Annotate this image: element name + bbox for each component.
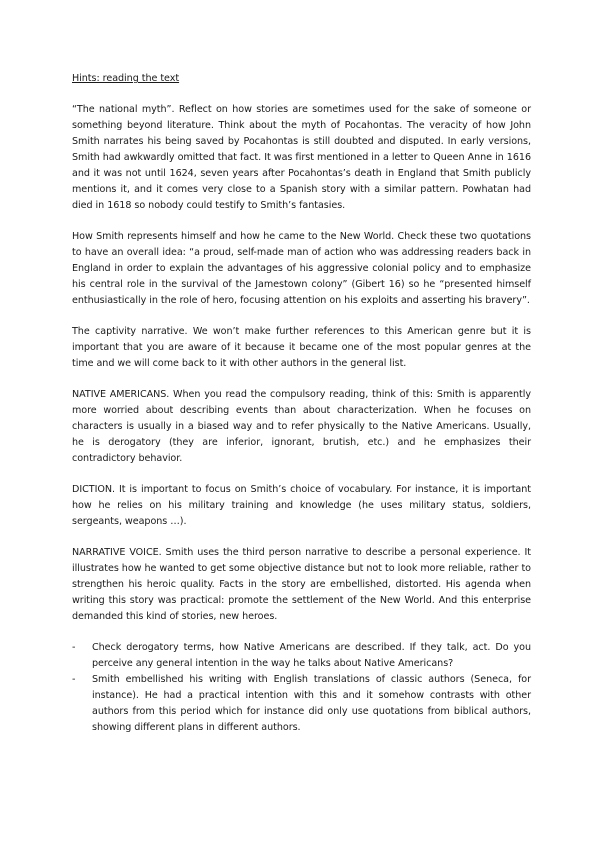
list-item-text: Smith embellished his writing with English translations of classic authors (Seneca, for instance). He had a practical intention with this and it somehow contrasts with other authors from this period which for instance did only use quotations from biblical authors, showing different plans in different authors.	[92, 674, 531, 733]
list-item	[72, 640, 531, 672]
list-item	[72, 672, 531, 736]
page-heading: Hints: reading the text	[72, 73, 180, 84]
paragraph-native-americans: NATIVE AMERICANS. When you read the compulsory reading, think of this: Smith is apparently more worried about describing events than about characterization. When he focuses on characters is usually in a biased way and to refer physically to the Native Americans. Usually, he is derogatory (they are inferior, ignorant, brutish, etc.) and he emphasizes their contradictory behavior.	[72, 389, 531, 464]
paragraph-narrative-voice: NARRATIVE VOICE. Smith uses the third person narrative to describe a personal experience. It illustrates how he wanted to get some objective distance but not to look more reliable, rather to strengthen his heroic quality. Facts in the story are embellished, distorted. His agenda when writing this story was practical: promote the settlement of the New World. And this enterprise demanded this kind of stories, new heroes.	[72, 547, 531, 622]
paragraph-diction: DICTION. It is important to focus on Smith’s choice of vocabulary. For instance, it is important how he relies on his military training and knowledge (he uses military status, soldiers, sergeants, weapons …).	[72, 484, 531, 527]
paragraph-self-representation: How Smith represents himself and how he came to the New World. Check these two quotations to have an overall idea: “a proud, self-made man of action who was addressing readers back in England in order to explain the advantages of his aggressive colonial policy and to emphasize his central role in the survival of the Jamestown colony” (Gibert 16) so he “presented himself enthusiastically in the role of hero, focusing attention on his exploits and asserting his bravery”.	[72, 231, 531, 306]
bullet-marker: -	[72, 642, 76, 653]
bullet-marker: -	[72, 674, 76, 685]
document-page	[72, 71, 531, 736]
paragraph-captivity-narrative: The captivity narrative. We won’t make further references to this American genre but it is important that you are aware of it because it became one of the most popular genres at the time and we will come back to it with other authors in the general list.	[72, 326, 531, 369]
paragraph-national-myth: “The national myth”. Reflect on how stories are sometimes used for the sake of someone or something beyond literature. Think about the myth of Pocahontas. The veracity of how John Smith narrates his being saved by Pocahontas is still doubted and disputed. In early versions, Smith had awkwardly omitted that fact. It was first mentioned in a letter to Queen Anne in 1616 and it was not until 1624, seven years after Pocahontas’s death in England that Smith publicly mentions it, and it comes very close to a Spanish story with a similar pattern. Powhatan had died in 1618 so nobody could testify to Smith’s fantasies.	[72, 104, 531, 211]
hint-list	[72, 640, 531, 736]
list-item-text: Check derogatory terms, how Native Americans are described. If they talk, act. Do you perceive any general intention in the way he talks about Native Americans?	[92, 642, 531, 669]
